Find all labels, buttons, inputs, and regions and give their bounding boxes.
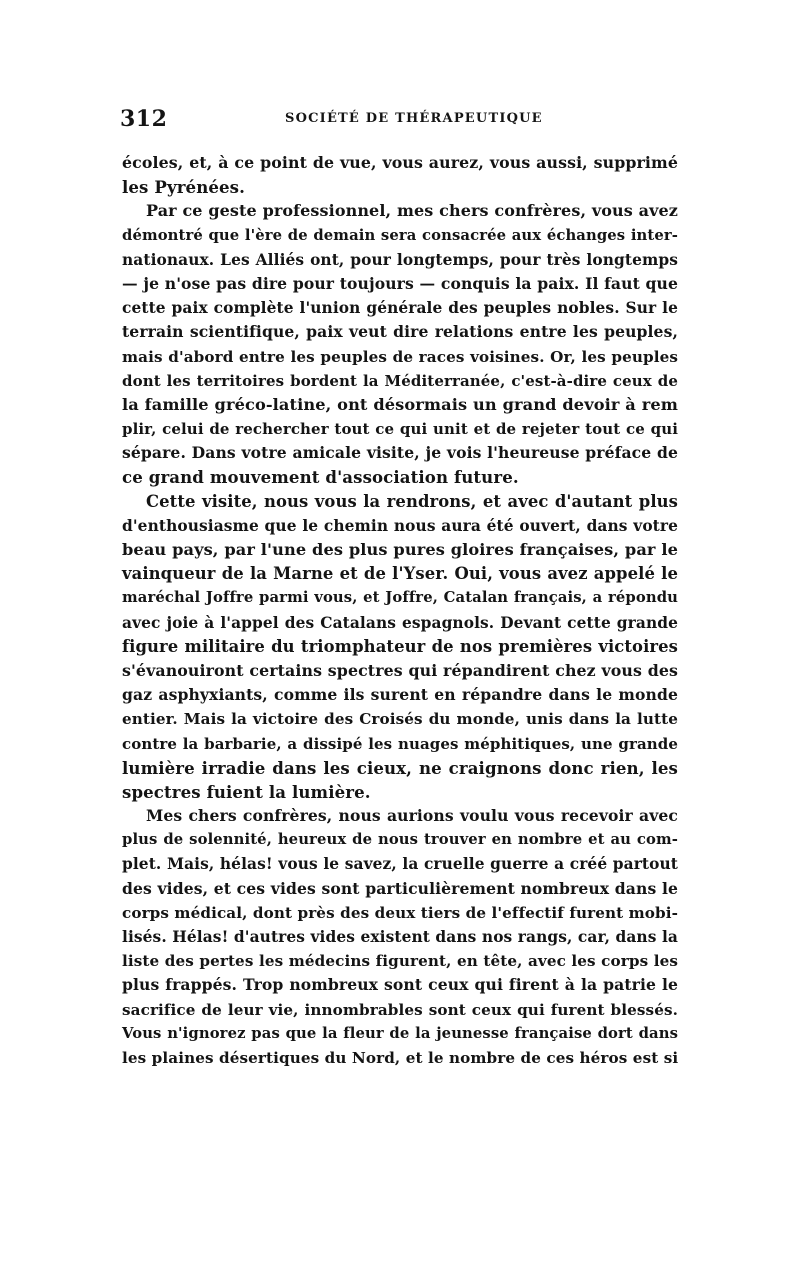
text-line: plir, celui de rechercher tout ce qui unit et de rejeter tout ce qui xyxy=(122,420,678,439)
text-line: avec joie à l'appel des Catalans espagnols. Devant cette grande xyxy=(122,613,678,632)
text-line: Vous n'ignorez pas que la fleur de la jeunesse française dort dans xyxy=(122,1024,678,1042)
text-line: plus de solennité, heureux de nous trouver en nombre et au com- xyxy=(122,831,678,849)
text-line: les plaines désertiques du Nord, et le nombre de ces héros est si xyxy=(122,1048,679,1067)
text-line: cette paix complète l'union générale des peuples nobles. Sur le xyxy=(122,299,678,318)
text-line: Par ce geste professionnel, mes chers confrères, vous avez xyxy=(146,201,678,221)
page-number: 312 xyxy=(120,106,168,132)
text-line: démontré que l'ère de demain sera consacrée aux échanges inter- xyxy=(122,226,678,244)
text-line: ce grand mouvement d'association future. xyxy=(122,467,519,488)
body-text xyxy=(122,151,678,1070)
text-line: dont les territoires bordent la Méditerranée, c'est-à-dire ceux de xyxy=(122,371,678,390)
text-line: Mes chers confrères, nous aurions voulu vous recevoir avec xyxy=(146,806,678,826)
text-line: corps médical, dont près des deux tiers de l'effectif furent mobi- xyxy=(122,903,678,922)
text-line: plus frappés. Trop nombreux sont ceux qui firent à la patrie le xyxy=(122,975,678,995)
text-line: d'enthousiasme que le chemin nous aura été ouvert, dans votre xyxy=(122,516,678,535)
text-line: Cette visite, nous vous la rendrons, et avec d'autant plus xyxy=(146,491,678,511)
text-line: vainqueur de la Marne et de l'Yser. Oui, vous avez appelé le xyxy=(122,564,678,584)
text-line: figure militaire du triomphateur de nos premières victoires xyxy=(122,636,678,656)
text-line: maréchal Joffre parmi vous, et Joffre, Catalan français, a répondu xyxy=(122,589,678,607)
running-title: SOCIÉTÉ DE THÉRAPEUTIQUE xyxy=(285,111,543,126)
text-line: spectres fuient la lumière. xyxy=(122,781,371,802)
text-line: lisés. Hélas! d'autres vides existent dans nos rangs, car, dans la xyxy=(122,928,678,946)
text-line: gaz asphyxiants, comme ils surent en répandre dans le monde xyxy=(122,685,678,705)
text-line: entier. Mais la victoire des Croisés du monde, unis dans la lutte xyxy=(122,710,678,729)
text-line: liste des pertes les médecins figurent, en tête, avec les corps les xyxy=(122,952,678,971)
text-line: sacrifice de leur vie, innombrables sont ceux qui furent blessés. xyxy=(122,1000,678,1019)
text-line: — je n'ose pas dire pour toujours — conquis la paix. Il faut que xyxy=(122,273,678,293)
text-line: s'évanouiront certains spectres qui répandirent chez vous des xyxy=(122,660,678,680)
text-line: nationaux. Les Alliés ont, pour longtemps, pour très longtemps xyxy=(122,250,678,269)
text-line: beau pays, par l'une des plus pures gloires françaises, par le xyxy=(122,540,678,559)
text-line: les Pyrénées. xyxy=(122,177,245,198)
text-line: écoles, et, à ce point de vue, vous aurez, vous aussi, supprimé xyxy=(122,153,678,172)
text-line: des vides, et ces vides sont particulièrement nombreux dans le xyxy=(122,878,678,898)
text-line: la famille gréco-latine, ont désormais un grand devoir à rem xyxy=(122,394,678,414)
text-line: mais d'abord entre les peuples de races voisines. Or, les peuples xyxy=(122,347,678,366)
text-line: lumière irradie dans les cieux, ne craignons donc rien, les xyxy=(122,757,678,778)
text-line: terrain scientifique, paix veut dire relations entre les peuples, xyxy=(122,322,678,342)
text-line: sépare. Dans votre amicale visite, je vois l'heureuse préface de xyxy=(122,443,678,463)
text-line: contre la barbarie, a dissipé les nuages méphitiques, une grande xyxy=(122,734,678,753)
text-line: plet. Mais, hélas! vous le savez, la cruelle guerre a créé partout xyxy=(122,855,678,874)
running-head xyxy=(120,106,680,134)
